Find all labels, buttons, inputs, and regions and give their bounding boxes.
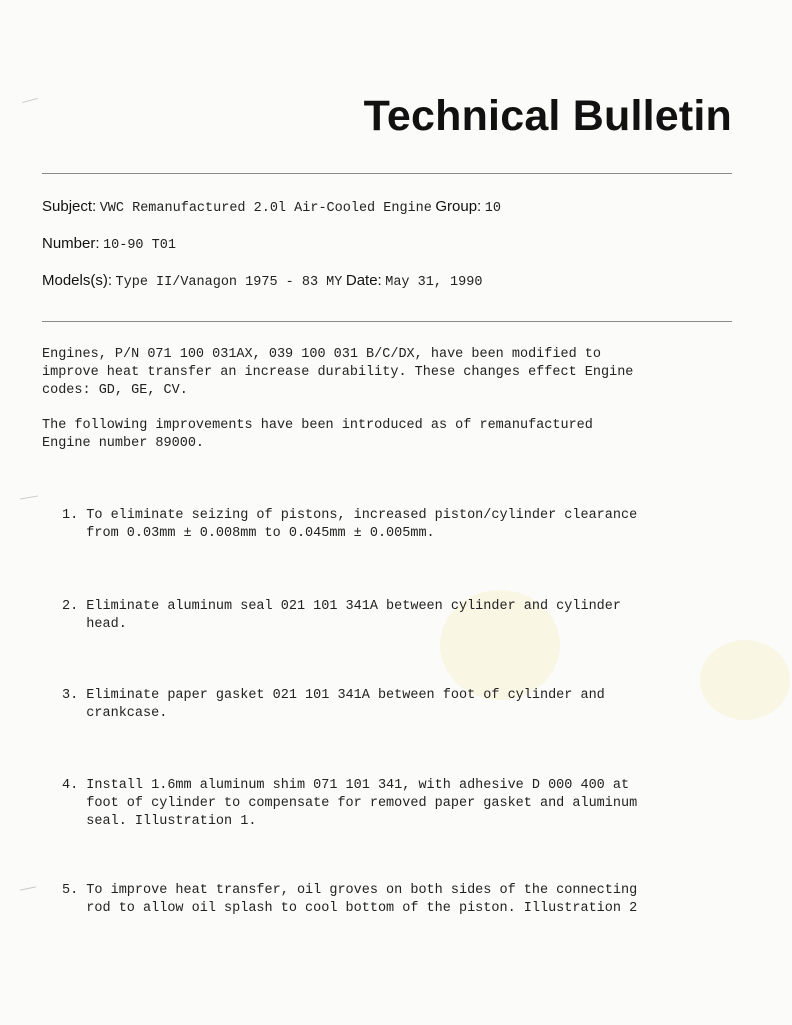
- date-value: May 31, 1990: [385, 275, 483, 290]
- scan-mark: [22, 98, 38, 103]
- number-line: [42, 235, 176, 253]
- header-divider-bottom: [42, 321, 732, 322]
- number-value: 10-90 T01: [103, 238, 176, 253]
- models-line: [42, 272, 482, 290]
- models-value: Type II/Vanagon 1975 - 83 MY: [115, 275, 343, 290]
- subject-line: [42, 198, 501, 216]
- header-divider-top: [42, 173, 732, 174]
- list-item: 3. Eliminate paper gasket 021 101 341A between foot of cylinder and crankcase.: [62, 688, 605, 721]
- list-item: 4. Install 1.6mm aluminum shim 071 101 341, with adhesive D 000 400 at foot of cylinder to compensate for removed paper gasket and aluminum seal. Illustration 1.: [62, 778, 638, 829]
- list-item: 1. To eliminate seizing of pistons, increased piston/cylinder clearance from 0.03mm ± 0.008mm to 0.045mm ± 0.005mm.: [62, 508, 638, 541]
- subject-value: VWC Remanufactured 2.0l Air-Cooled Engine: [99, 201, 432, 216]
- list-item: 5. To improve heat transfer, oil groves on both sides of the connecting rod to allow oil splash to cool bottom of the piston. Illustration 2: [62, 883, 638, 916]
- number-label: Number:: [42, 235, 100, 252]
- subject-label: Subject:: [42, 198, 97, 215]
- models-label: Models(s):: [42, 272, 113, 289]
- page-title: Technical Bulletin: [363, 92, 732, 140]
- date-label: Date:: [345, 272, 382, 289]
- paper-stain: [700, 640, 790, 720]
- group-label: Group:: [435, 198, 482, 215]
- intro-paragraph: Engines, P/N 071 100 031AX, 039 100 031 B/C/DX, have been modified to improve heat transfer an increase durability. These changes effect Engine codes: GD, GE, CV.: [42, 347, 634, 398]
- scan-mark: [20, 886, 36, 890]
- scan-mark: [20, 495, 38, 499]
- list-item: 2. Eliminate aluminum seal 021 101 341A between cylinder and cylinder head.: [62, 599, 621, 632]
- group-value: 10: [484, 201, 501, 216]
- followup-paragraph: The following improvements have been introduced as of remanufactured Engine number 89000.: [42, 418, 593, 451]
